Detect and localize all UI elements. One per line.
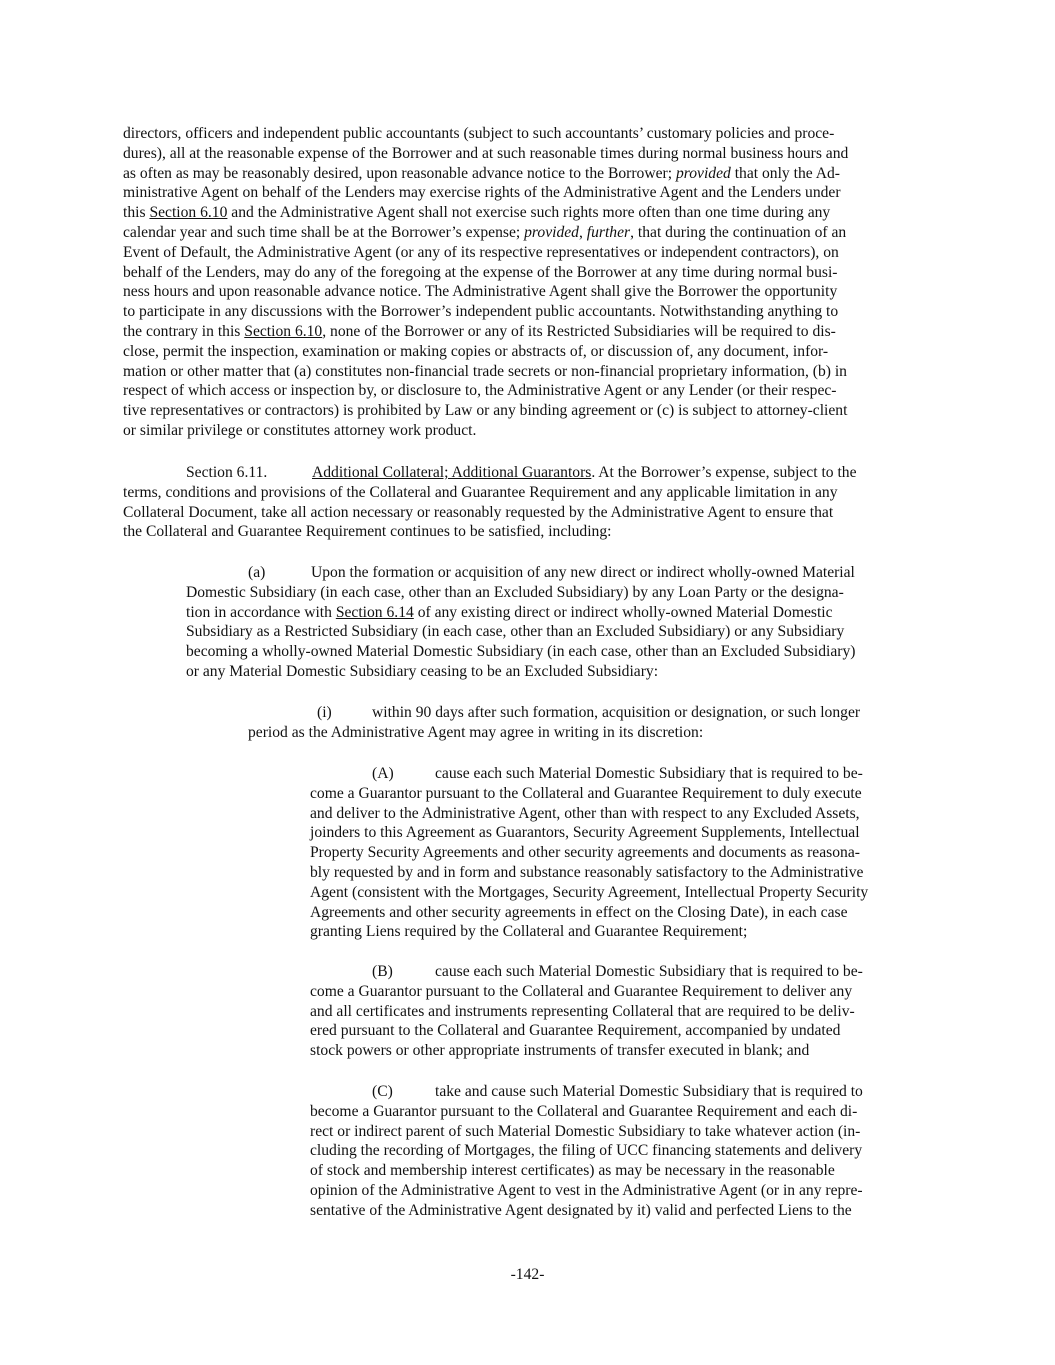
text-line: Collateral Document, take all action necessary or reasonably requested by the Administrative Agent to ensure that	[123, 503, 834, 521]
text-line: close, permit the inspection, examination or making copies or abstracts of, or discussion of, any document, infor-	[123, 342, 829, 360]
text-line: come a Guarantor pursuant to the Collateral and Guarantee Requirement to duly execute	[310, 784, 862, 802]
text-line: Domestic Subsidiary (in each case, other than an Excluded Subsidiary) by any Loan Party or the designa-	[186, 583, 844, 601]
text-line: as often as may be reasonably desired, upon reasonable advance notice to the Borrower; provided that only the Ad-	[123, 164, 840, 182]
text-line: Property Security Agreements and other security agreements and documents as reasona-	[310, 844, 860, 862]
section-number: Section 6.11.	[186, 464, 268, 481]
text-line: sentative of the Administrative Agent designated by it) valid and perfected Liens to the	[310, 1201, 852, 1219]
text-line: bly requested by and in form and substance reasonably satisfactory to the Administrative	[310, 863, 864, 881]
text-line: joinders to this Agreement as Guarantors, Security Agreement Supplements, Intellectual	[310, 824, 860, 842]
text-line: Agreements and other security agreements in effect on the Closing Date), in each case	[310, 903, 848, 921]
text-line: (B) cause each such Material Domestic Subsidiary that is required to be-	[372, 963, 863, 980]
clause-B	[310, 962, 940, 1061]
text-line: granting Liens required by the Collateral and Guarantee Requirement;	[310, 923, 748, 941]
text-line: (i) within 90 days after such formation, acquisition or designation, or such longer	[317, 704, 861, 721]
clause-A	[310, 764, 940, 942]
section-heading-line: Section 6.11. Additional Collateral; Additional Guarantors. At the Borrower’s expense, subject to the	[186, 464, 857, 481]
section-6-11	[123, 463, 933, 542]
section-reference: Section 6.10	[149, 204, 228, 222]
text-line: Event of Default, the Administrative Agent (or any of its respective representatives or independent contractors), on	[123, 243, 839, 261]
text-line: period as the Administrative Agent may agree in writing in its discretion:	[248, 723, 704, 741]
text-line: (A) cause each such Material Domestic Subsidiary that is required to be-	[372, 765, 863, 782]
text-line: (C) take and cause such Material Domestic Subsidiary that is required to	[372, 1083, 863, 1100]
clause-label: (B)	[372, 963, 393, 980]
text-line: of stock and membership interest certificates) as may be necessary in the reasonable	[310, 1162, 835, 1180]
text-line: become a Guarantor pursuant to the Collateral and Guarantee Requirement and each di-	[310, 1102, 858, 1120]
text-line: behalf of the Lenders, may do any of the foregoing at the expense of the Borrower at any time during normal busi-	[123, 263, 838, 281]
text-line: Subsidiary as a Restricted Subsidiary (in each case, other than an Excluded Subsidiary) or any Subsidiary	[186, 623, 845, 641]
text-line: (a) Upon the formation or acquisition of any new direct or indirect wholly-owned Material	[248, 564, 855, 581]
text-line: opinion of the Administrative Agent to vest in the Administrative Agent (or in any repre-	[310, 1181, 863, 1199]
text-line: this Section 6.10 and the Administrative Agent shall not exercise such rights more often than one time during any	[123, 204, 831, 222]
text-line: and deliver to the Administrative Agent, other than with respect to any Excluded Assets,	[310, 804, 860, 822]
italic-term: provided	[675, 164, 731, 182]
text-line: or similar privilege or constitutes attorney work product.	[123, 421, 477, 439]
text-line: to participate in any discussions with the Borrower’s independent public accountants. Notwithstanding anything to	[123, 303, 839, 321]
text-line: come a Guarantor pursuant to the Collateral and Guarantee Requirement to deliver any	[310, 982, 853, 1000]
clause-label: (C)	[372, 1083, 393, 1100]
text-line: tion in accordance with Section 6.14 of any existing direct or indirect wholly-owned Material Domestic	[186, 603, 833, 621]
text-line: the contrary in this Section 6.10, none of the Borrower or any of its Restricted Subsidiaries will be required to dis-	[123, 322, 836, 340]
text-line: ministrative Agent on behalf of the Lenders may exercise rights of the Administrative Agent and the Lenders under	[123, 184, 841, 202]
italic-term: provided	[524, 223, 579, 241]
paragraph-inspection-rights	[123, 124, 933, 441]
text-line: dures), all at the reasonable expense of the Borrower and at such reasonable times during normal business hours and	[123, 144, 849, 162]
text-line: becoming a wholly-owned Material Domestic Subsidiary (in each case, other than an Excluded Subsidiary)	[186, 643, 856, 661]
text-line: stock powers or other appropriate instruments of transfer executed in blank; and	[310, 1042, 810, 1060]
clause-label: (A)	[372, 765, 394, 782]
clause-a	[186, 563, 936, 682]
text-line: respect of which access or inspection by, or disclosure to, the Administrative Agent or any Lender (or their respec-	[123, 382, 837, 400]
text-line: rect or indirect parent of such Material Domestic Subsidiary to take whatever action (in-	[310, 1122, 861, 1140]
text-line: the Collateral and Guarantee Requirement continues to be satisfied, including:	[123, 523, 612, 541]
text-line: tive representatives or contractors) is prohibited by Law or any binding agreement or (c) is subject to attorney-client	[123, 402, 848, 420]
text-line: ness hours and upon reasonable advance notice. The Administrative Agent shall give the Borrower the opportunity	[123, 283, 838, 301]
clause-C	[310, 1082, 940, 1221]
text-line: Agent (consistent with the Mortgages, Security Agreement, Intellectual Property Security	[310, 883, 869, 901]
clause-i	[248, 703, 938, 743]
text-line: or any Material Domestic Subsidiary ceasing to be an Excluded Subsidiary:	[186, 662, 659, 680]
text-line: terms, conditions and provisions of the Collateral and Guarantee Requirement and any applicable limitation in any	[123, 483, 838, 501]
section-reference: Section 6.14	[335, 603, 414, 621]
text-line: directors, officers and independent public accountants (subject to such accountants’ customary policies and proce-	[123, 125, 835, 142]
page-number: -142-	[510, 1266, 545, 1283]
section-title: Additional Collateral; Additional Guarantors	[312, 464, 592, 481]
italic-term: further	[586, 223, 631, 241]
text-line: mation or other matter that (a) constitutes non-financial trade secrets or non-financial proprietary information, (b) in	[123, 362, 847, 380]
text-line: and all certificates and instruments representing Collateral that are required to be deliv-	[310, 1002, 855, 1020]
text-line: ered pursuant to the Collateral and Guarantee Requirement, accompanied by undated	[310, 1022, 841, 1040]
section-reference: Section 6.10	[244, 322, 323, 340]
clause-label: (a)	[248, 564, 266, 581]
text-line: calendar year and such time shall be at the Borrower’s expense; provided, further, that during the continuation of an	[123, 223, 847, 241]
clause-label: (i)	[317, 704, 332, 721]
text-line: cluding the recording of Mortgages, the filing of UCC financing statements and delivery	[310, 1142, 863, 1160]
